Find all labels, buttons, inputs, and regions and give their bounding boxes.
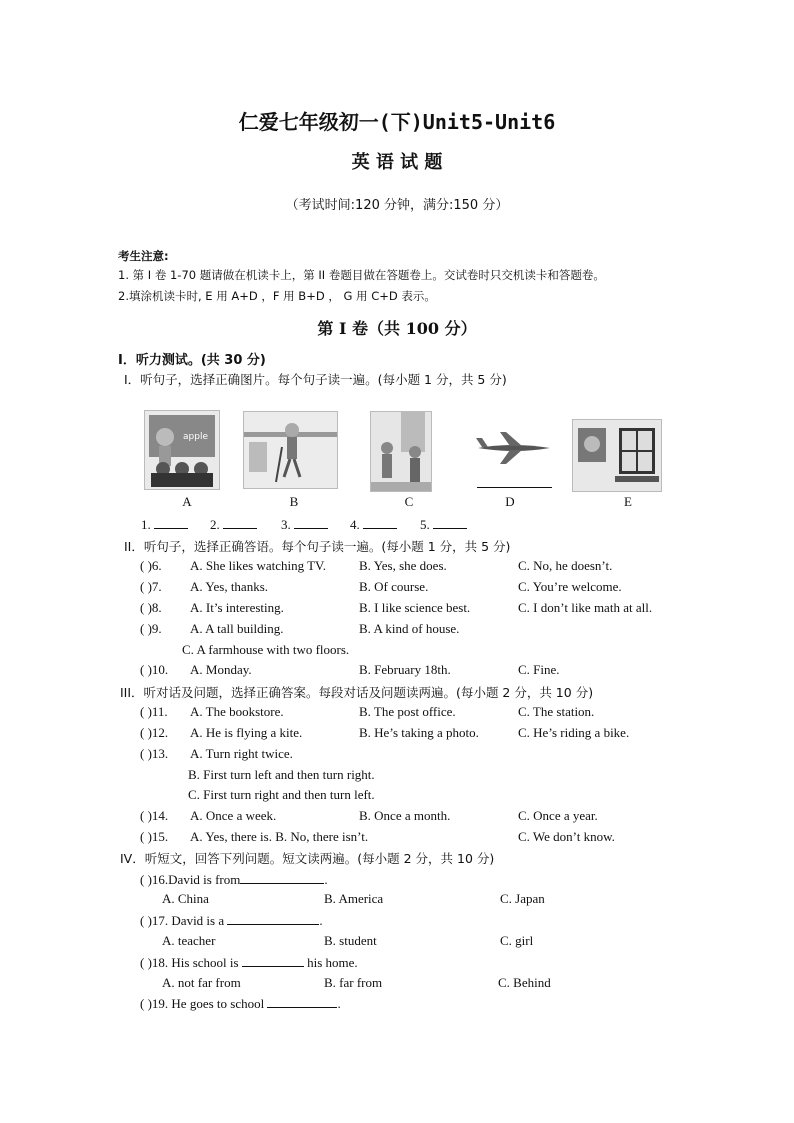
- q9-number: ( )9.: [140, 621, 162, 636]
- picture-d-label: D: [505, 494, 515, 509]
- picture-d-underline: [477, 487, 552, 488]
- q18-option-c: C. Behind: [498, 975, 551, 990]
- q18-option-b: B. far from: [324, 975, 383, 990]
- exam-title: 仁爱七年级初一(下)Unit5-Unit6: [238, 110, 556, 134]
- q9-option-c: C. A farmhouse with two floors.: [182, 642, 350, 657]
- q11-option-a: A. The bookstore.: [190, 704, 284, 719]
- q6-option-c: C. No, he doesn’t.: [518, 558, 613, 573]
- q9-option-a: A. A tall building.: [190, 621, 284, 636]
- q8-option-c: C. I don’t like math at all.: [518, 600, 653, 615]
- picture-c: [370, 411, 432, 492]
- q16-option-b: B. America: [324, 891, 384, 906]
- section-4-title: IV．听短文，回答下列问题。短文读两遍。(每小题 2 分，共 10 分): [120, 851, 495, 866]
- q18-option-a: A. not far from: [162, 975, 241, 990]
- q7-option-a: A. Yes, thanks.: [190, 579, 269, 594]
- notice-heading: 考生注意:: [118, 249, 169, 263]
- q17-option-b: B. student: [324, 933, 377, 948]
- part-1-title: 第 I 卷（共 100 分）: [317, 319, 477, 338]
- answer-3: 3.: [281, 516, 328, 533]
- q10-number: ( )10.: [140, 662, 169, 677]
- q18-stem: ( )18. His school is his home.: [140, 955, 358, 970]
- q6-option-b: B. Yes, she does.: [359, 558, 447, 573]
- exam-info: （考试时间:120 分钟，满分:150 分）: [285, 198, 509, 213]
- q19-stem: ( )19. He goes to school .: [140, 996, 341, 1011]
- q7-option-c: C. You’re welcome.: [518, 579, 622, 594]
- q10-option-a: A. Monday.: [190, 662, 252, 677]
- q12-number: ( )12.: [140, 725, 169, 740]
- q6-option-a: A. She likes watching TV.: [190, 558, 327, 573]
- q13-option-b: B. First turn left and then turn right.: [188, 767, 375, 782]
- section-2-title: II．听句子，选择正确答语。每个句子读一遍。(每小题 1 分，共 5 分): [124, 539, 511, 554]
- notice-line-1: 1. 第 I 卷 1-70 题请做在机读卡上，第 II 卷题目做在答题卷上。交试卷时只交机读卡和答题卷。: [118, 268, 605, 282]
- airplane-icon: [474, 428, 554, 468]
- q6-number: ( )6.: [140, 558, 162, 573]
- picture-c-label: C: [404, 494, 414, 509]
- q8-number: ( )8.: [140, 600, 162, 615]
- q13-option-a: A. Turn right twice.: [190, 746, 293, 761]
- q14-option-b: B. Once a month.: [359, 808, 451, 823]
- q14-option-c: C. Once a year.: [518, 808, 598, 823]
- q17-option-a: A. teacher: [162, 933, 216, 948]
- room-window-icon: [573, 420, 661, 491]
- classroom-apple-icon: [145, 411, 219, 489]
- picture-a-label: A: [182, 494, 192, 509]
- answer-blank[interactable]: [363, 516, 397, 529]
- q17-option-c: C. girl: [500, 933, 534, 948]
- picture-d: [474, 428, 554, 472]
- notice-line-2: 2.填涂机读卡时, E 用 A+D ，F 用 B+D ， G 用 C+D 表示。: [118, 289, 436, 303]
- q14-number: ( )14.: [140, 808, 169, 823]
- q17-stem: ( )17. David is a .: [140, 913, 323, 928]
- picture-b: [243, 411, 338, 489]
- q11-option-b: B. The post office.: [359, 704, 456, 719]
- picture-b-label: B: [289, 494, 299, 509]
- q9-option-b: B. A kind of house.: [359, 621, 460, 636]
- q8-option-b: B. I like science best.: [359, 600, 471, 615]
- answer-blank[interactable]: [223, 516, 257, 529]
- subject-title: 英 语 试 题: [351, 152, 443, 173]
- q19-blank[interactable]: [267, 995, 337, 1008]
- q14-option-a: A. Once a week.: [190, 808, 277, 823]
- answer-2: 2.: [210, 516, 257, 533]
- q15-option-ab: A. Yes, there is. B. No, there isn’t.: [190, 829, 369, 844]
- q7-option-b: B. Of course.: [359, 579, 429, 594]
- section-3-title: III．听对话及问题，选择正确答案。每段对话及问题读两遍。(每小题 2 分，共 10 分): [120, 685, 594, 700]
- boy-sweeping-icon: [244, 412, 337, 488]
- q7-number: ( )7.: [140, 579, 162, 594]
- listening-title: I．听力测试。(共 30 分): [118, 353, 266, 368]
- picture-e: [572, 419, 662, 492]
- q15-option-c: C. We don’t know.: [518, 829, 615, 844]
- q12-option-c: C. He’s riding a bike.: [518, 725, 630, 740]
- answer-5: 5.: [420, 516, 467, 533]
- q10-option-b: B. February 18th.: [359, 662, 451, 677]
- answer-4: 4.: [350, 516, 397, 533]
- answer-1: 1.: [141, 516, 188, 533]
- section-1-title: Ⅰ．听句子，选择正确图片。每个句子读一遍。(每小题 1 分，共 5 分): [124, 372, 507, 387]
- q16-stem: ( )16.David is from .: [140, 872, 328, 887]
- answer-blank[interactable]: [294, 516, 328, 529]
- q13-number: ( )13.: [140, 746, 169, 761]
- q11-option-c: C. The station.: [518, 704, 595, 719]
- q11-number: ( )11.: [140, 704, 168, 719]
- q10-option-c: C. Fine.: [518, 662, 560, 677]
- q15-number: ( )15.: [140, 829, 169, 844]
- people-outdoors-icon: [371, 412, 431, 491]
- q16-option-a: A. China: [162, 891, 209, 906]
- q17-blank[interactable]: [227, 912, 319, 925]
- q16-blank[interactable]: [240, 871, 324, 884]
- q12-option-b: B. He’s taking a photo.: [359, 725, 479, 740]
- q8-option-a: A. It’s interesting.: [190, 600, 284, 615]
- q18-blank[interactable]: [242, 954, 304, 967]
- answer-blank[interactable]: [433, 516, 467, 529]
- q13-option-c: C. First turn right and then turn left.: [188, 787, 375, 802]
- q16-option-c: C. Japan: [500, 891, 545, 906]
- q12-option-a: A. He is flying a kite.: [190, 725, 303, 740]
- answer-blank[interactable]: [154, 516, 188, 529]
- apple-caption: apple: [183, 432, 208, 442]
- picture-e-label: E: [624, 494, 632, 509]
- picture-a: [144, 410, 220, 490]
